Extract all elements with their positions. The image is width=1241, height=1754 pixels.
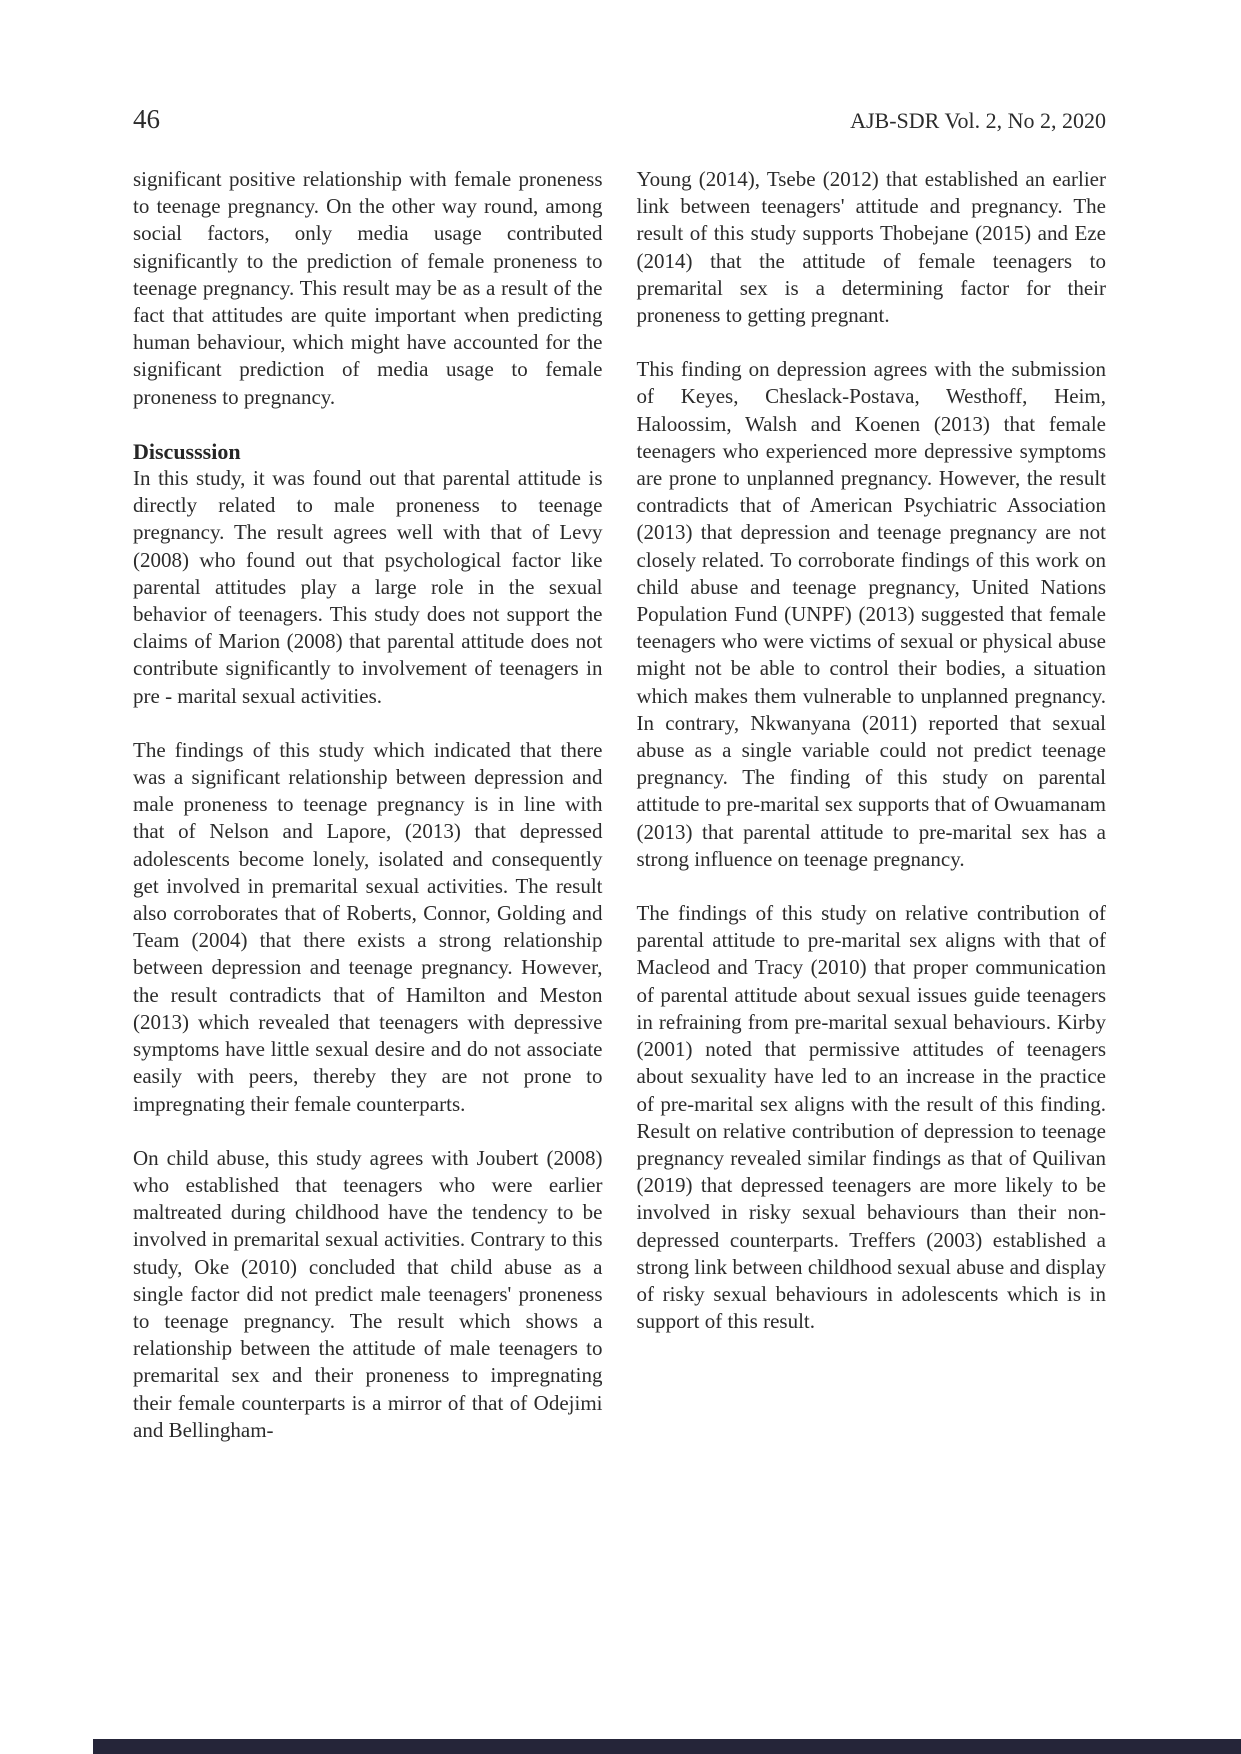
paragraph-depression-agreement: This finding on depression agrees with the submission of Keyes, Cheslack-Postava, Westhoff, Heim, Haloossim, Walsh and Koenen (2013) that female teenagers who experienced more depressive symptoms are prone to unplanned pregnancy. However, the result contradicts that of American Psychiatric Association (2013) that depression and teenage pregnancy are not closely related. To corroborate findings of this work on child abuse and teenage pregnancy, United Nations Population Fund (UNPF) (2013) suggested that female teenagers who were victims of sexual or physical abuse might not be able to control their bodies, a situation which makes them vulnerable to unplanned pregnancy. In contrary, Nkwanyana (2011) reported that sexual abuse as a single variable could not predict teenage pregnancy. The finding of this study on parental attitude to pre-marital sex supports that of Owuamanam (2013) that parental attitude to pre-marital sex has a strong influence on teenage pregnancy. [636,357,1106,871]
left-column [133,166,603,1471]
footer-bar [93,1739,1241,1754]
paragraph-results-summary: significant positive relationship with female proneness to teenage pregnancy. On the other way round, among social factors, only media usage contributed significantly to the prediction of female proneness to teenage pregnancy. This result may be as a result of the fact that attitudes are quite important when predicting human behaviour, which might have accounted for the significant prediction of media usage to female proneness to pregnancy. [133,167,603,409]
paragraph-child-abuse: On child abuse, this study agrees with Joubert (2008) who established that teenagers who were earlier maltreated during childhood have the tendency to be involved in premarital sexual activities. Contrary to this study, Oke (2010) concluded that child abuse as a single factor did not predict male teenagers' proneness to teenage pregnancy. The result which shows a relationship between the attitude of male teenagers to premarital sex and their proneness to impregnating their female counterparts is a mirror of that of Odejimi and Bellingham- [133,1145,603,1442]
paragraph-depression-findings: The findings of this study which indicated that there was a significant relationship between depression and male proneness to teenage pregnancy is in line with that of Nelson and Lapore, (2013) that depressed adolescents become lonely, isolated and consequently get involved in premarital sexual activities. The result also corroborates that of Roberts, Connor, Golding and Team (2004) that there exists a strong relationship between depression and teenage pregnancy. However, the result contradicts that of Hamilton and Meston (2013) which revealed that teenagers with depressive symptoms have little sexual desire and do not associate easily with peers, thereby they are not prone to impregnating their female counterparts. [133,737,603,1116]
paragraph-attitude-continued: Young (2014), Tsebe (2012) that established an earlier link between teenagers' attitude and pregnancy. The result of this study supports Thobejane (2015) and Eze (2014) that the attitude of female teenagers to premarital sex is a determining factor for their proneness to getting pregnant. [636,167,1106,328]
section-heading-discussion: Discusssion [133,438,241,464]
page-number: 46 [133,104,160,134]
paragraph-relative-contribution: The findings of this study on relative contribution of parental attitude to pre-marital sex aligns with that of Macleod and Tracy (2010) that proper communication of parental attitude about sexual issues guide teenagers in refraining from pre-marital sexual behaviours. Kirby (2001) noted that permissive attitudes of teenagers about sexuality have led to an increase in the practice of pre-marital sex aligns with the result of this finding. Result on relative contribution of depression to teenage pregnancy revealed similar findings as that of Quilivan (2019) that depressed teenagers are more likely to be involved in risky sexual behaviours than their non-depressed counterparts. Treffers (2003) established a strong link between childhood sexual abuse and display of risky sexual behaviours in adolescents which is in support of this result. [636,901,1106,1334]
right-column [637,166,1107,1471]
paragraph-parental-attitude: In this study, it was found out that parental attitude is directly related to male proneness to teenage pregnancy. The result agrees well with that of Levy (2008) who found out that psychological factor like parental attitudes play a large role in the sexual behavior of teenagers. This study does not support the claims of Marion (2008) that parental attitude does not contribute significantly to involvement of teenagers in pre - marital sexual activities. [133,466,603,708]
journal-reference: AJB-SDR Vol. 2, No 2, 2020 [850,108,1106,133]
page-header [133,104,1106,135]
article-body [133,166,1106,1471]
